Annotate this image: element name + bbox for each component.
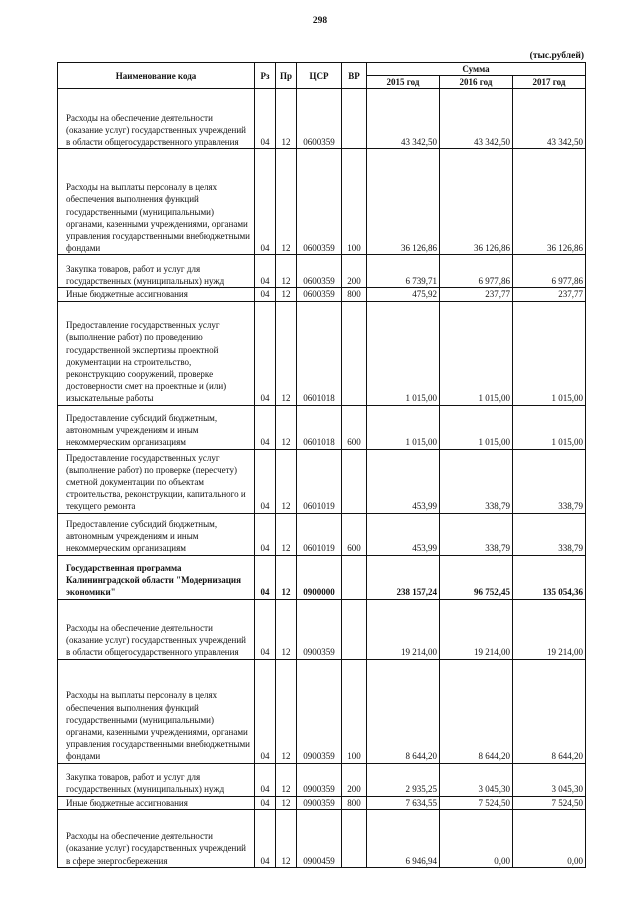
row-vr-text: 100: [347, 243, 361, 254]
row-pr: [276, 513, 297, 555]
row-2015: [367, 149, 440, 255]
row-2015-text: 36 126,86: [401, 243, 437, 254]
row-2015-text: 1 015,00: [405, 437, 437, 448]
row-rz-text: 04: [260, 855, 270, 866]
row-name-text: Расходы на выплаты персоналу в целях обеспечения выполнения функций государственными (муниципальными) органами, казенными учреждениями, органами управления государственными внебюджетными фондами: [66, 182, 250, 254]
row-2017: [513, 796, 586, 809]
row-rz: [255, 763, 276, 796]
row-vr: [342, 599, 367, 659]
row-csr-text: 0600359: [303, 243, 335, 254]
row-rz: [255, 449, 276, 513]
row-2017-text: 1 015,00: [551, 437, 583, 448]
row-pr: [276, 255, 297, 288]
row-2015-text: 453,99: [412, 501, 437, 512]
row-csr: [297, 513, 342, 555]
row-2016-text: 3 045,30: [478, 784, 510, 795]
row-2015-text: 6 946,94: [405, 855, 437, 866]
row-2016-text: 96 752,45: [474, 587, 510, 598]
row-2017-text: 338,79: [558, 543, 583, 554]
row-csr: [297, 449, 342, 513]
row-name: [58, 763, 255, 796]
row-2017: [513, 763, 586, 796]
row-rz-text: 04: [260, 289, 270, 300]
header-2015: 2015 год: [367, 76, 440, 89]
row-2016: [440, 449, 513, 513]
row-2017-text: 7 524,50: [551, 797, 583, 808]
row-2016-text: 36 126,86: [474, 243, 510, 254]
row-2016-text: 0,00: [494, 855, 510, 866]
header-pr: Пр: [276, 63, 297, 89]
row-2015-text: 43 342,50: [401, 137, 437, 148]
row-rz-text: 04: [260, 587, 270, 598]
row-rz-text: 04: [260, 543, 270, 554]
row-csr-text: 0601019: [303, 543, 335, 554]
row-vr: [342, 513, 367, 555]
row-rz-text: 04: [260, 751, 270, 762]
row-name-text: Расходы на обеспечение деятельности (оказание услуг) государственных учреждений в сфере энергосбережения: [66, 831, 246, 866]
row-name: [58, 149, 255, 255]
row-pr-text: 12: [281, 797, 291, 808]
row-2015: [367, 89, 440, 149]
row-pr: [276, 449, 297, 513]
row-vr: [342, 288, 367, 301]
row-csr-text: 0900459: [303, 855, 335, 866]
row-2017: [513, 89, 586, 149]
row-vr: [342, 149, 367, 255]
row-pr-text: 12: [281, 243, 291, 254]
row-name: [58, 513, 255, 555]
row-pr: [276, 149, 297, 255]
header-2016: 2016 год: [440, 76, 513, 89]
budget-table: [57, 62, 586, 868]
row-2015-text: 475,92: [412, 289, 437, 300]
row-pr-text: 12: [281, 289, 291, 300]
row-pr: [276, 301, 297, 405]
row-name-text: Предоставление субсидий бюджетным, автономным учреждениям и иным некоммерческим организациям: [66, 519, 218, 554]
row-2016: [440, 513, 513, 555]
row-2015: [367, 763, 440, 796]
row-2016: [440, 301, 513, 405]
row-2017: [513, 659, 586, 763]
table-row: [58, 809, 586, 867]
row-name: [58, 255, 255, 288]
table-row: [58, 599, 586, 659]
row-2017: [513, 301, 586, 405]
row-pr-text: 12: [281, 587, 291, 598]
row-vr: [342, 809, 367, 867]
row-rz-text: 04: [260, 647, 270, 658]
row-2017-text: 237,77: [558, 289, 583, 300]
row-rz-text: 04: [260, 437, 270, 448]
row-vr: [342, 405, 367, 449]
row-vr-text: 200: [347, 784, 361, 795]
row-name-text: Иные бюджетные ассигнования: [66, 289, 188, 300]
row-pr: [276, 288, 297, 301]
row-2015-text: 7 634,55: [405, 797, 437, 808]
row-csr-text: 0601019: [303, 501, 335, 512]
row-2016-text: 338,79: [485, 543, 510, 554]
row-rz: [255, 513, 276, 555]
row-2016-text: 7 524,50: [478, 797, 510, 808]
row-2015: [367, 449, 440, 513]
row-2015: [367, 288, 440, 301]
row-2015-text: 2 935,25: [405, 784, 437, 795]
row-2016: [440, 288, 513, 301]
row-pr-text: 12: [281, 437, 291, 448]
row-2016-text: 8 644,20: [478, 751, 510, 762]
row-vr-text: 800: [347, 797, 361, 808]
row-name: [58, 301, 255, 405]
row-csr-text: 0601018: [303, 437, 335, 448]
row-vr: [342, 255, 367, 288]
row-name-text: Предоставление государственных услуг (выполнение работ) по проведению государственной экспертизы проектной документации на строительство, реконструкцию сооружений, проверке достоверности смет на проектные и (или) изыскательные работы: [66, 320, 227, 404]
row-name: [58, 288, 255, 301]
table-row: [58, 149, 586, 255]
row-2017: [513, 555, 586, 599]
row-rz-text: 04: [260, 243, 270, 254]
row-vr: [342, 659, 367, 763]
row-vr-text: 600: [347, 543, 361, 554]
row-2017-text: 135 054,36: [542, 587, 583, 598]
row-2015-text: 19 214,00: [401, 647, 437, 658]
header-rz: Рз: [255, 63, 276, 89]
table-body: [58, 89, 586, 867]
page-number: 298: [312, 16, 328, 26]
row-2015: [367, 599, 440, 659]
row-2016-text: 1 015,00: [478, 393, 510, 404]
row-name-text: Расходы на выплаты персоналу в целях обеспечения выполнения функций государственными (муниципальными) органами, казенными учреждениями, органами управления государственными внебюджетными фондами: [66, 690, 250, 762]
row-rz: [255, 796, 276, 809]
row-name: [58, 555, 255, 599]
row-rz-text: 04: [260, 784, 270, 795]
row-csr-text: 0900359: [303, 797, 335, 808]
table-row: [58, 513, 586, 555]
row-rz: [255, 89, 276, 149]
row-2017: [513, 149, 586, 255]
row-csr: [297, 288, 342, 301]
header-name: Наименование кода: [58, 63, 255, 89]
row-csr: [297, 796, 342, 809]
row-csr-text: 0900000: [303, 587, 335, 598]
row-2016-text: 1 015,00: [478, 437, 510, 448]
header-csr: ЦСР: [297, 63, 342, 89]
row-2015-text: 6 739,71: [405, 276, 437, 287]
row-2017: [513, 599, 586, 659]
row-rz: [255, 809, 276, 867]
row-2016: [440, 255, 513, 288]
table-row: [58, 301, 586, 405]
row-rz: [255, 659, 276, 763]
row-2016: [440, 555, 513, 599]
row-pr: [276, 809, 297, 867]
row-2017-text: 43 342,50: [547, 137, 583, 148]
row-pr: [276, 555, 297, 599]
row-vr: [342, 301, 367, 405]
table-row: [58, 659, 586, 763]
row-2017: [513, 809, 586, 867]
row-rz-text: 04: [260, 393, 270, 404]
row-pr: [276, 796, 297, 809]
row-name: [58, 405, 255, 449]
table-row: [58, 555, 586, 599]
row-pr-text: 12: [281, 393, 291, 404]
table-row: [58, 449, 586, 513]
row-pr: [276, 763, 297, 796]
row-vr-text: 800: [347, 289, 361, 300]
row-name: [58, 599, 255, 659]
row-2015: [367, 513, 440, 555]
row-2017-text: 0,00: [567, 855, 583, 866]
row-2016-text: 6 977,86: [478, 276, 510, 287]
row-rz: [255, 255, 276, 288]
row-2017-text: 338,79: [558, 501, 583, 512]
row-2015-text: 238 157,24: [396, 587, 437, 598]
row-2016-text: 338,79: [485, 501, 510, 512]
row-csr-text: 0900359: [303, 784, 335, 795]
row-pr: [276, 405, 297, 449]
row-rz-text: 04: [260, 501, 270, 512]
row-2017-text: 19 214,00: [547, 647, 583, 658]
table-row: [58, 763, 586, 796]
row-pr: [276, 599, 297, 659]
row-2016: [440, 796, 513, 809]
row-2016-text: 237,77: [485, 289, 510, 300]
row-csr-text: 0900359: [303, 751, 335, 762]
row-rz: [255, 405, 276, 449]
row-name: [58, 796, 255, 809]
row-pr-text: 12: [281, 543, 291, 554]
row-csr: [297, 809, 342, 867]
row-rz-text: 04: [260, 797, 270, 808]
row-2015-text: 453,99: [412, 543, 437, 554]
row-rz: [255, 555, 276, 599]
row-name-text: Предоставление государственных услуг (выполнение работ) по проверке (пересчету) сметной документации по объектам строительства, реконструкции, капитального и текущего ремонта: [66, 452, 246, 512]
row-rz-text: 04: [260, 137, 270, 148]
header-2017: 2017 год: [513, 76, 586, 89]
row-vr: [342, 555, 367, 599]
row-2016-text: 19 214,00: [474, 647, 510, 658]
row-name-text: Предоставление субсидий бюджетным, автономным учреждениям и иным некоммерческим организациям: [66, 413, 218, 448]
row-name-text: Расходы на обеспечение деятельности (оказание услуг) государственных учреждений в области общегосударственного управления: [66, 623, 246, 658]
row-2017-text: 36 126,86: [547, 243, 583, 254]
row-csr: [297, 405, 342, 449]
row-2015-text: 1 015,00: [405, 393, 437, 404]
row-rz: [255, 599, 276, 659]
row-2016: [440, 659, 513, 763]
row-vr: [342, 89, 367, 149]
row-vr-text: 100: [347, 751, 361, 762]
row-csr: [297, 149, 342, 255]
row-2016: [440, 89, 513, 149]
row-pr-text: 12: [281, 137, 291, 148]
row-2017-text: 6 977,86: [551, 276, 583, 287]
row-pr-text: 12: [281, 647, 291, 658]
row-pr-text: 12: [281, 855, 291, 866]
header-vr: ВР: [342, 63, 367, 89]
row-name: [58, 449, 255, 513]
row-name-text: Закупка товаров, работ и услуг для государственных (муниципальных) нужд: [66, 772, 225, 795]
header-sum: Сумма: [367, 63, 586, 76]
row-csr-text: 0600359: [303, 137, 335, 148]
row-vr: [342, 763, 367, 796]
row-csr: [297, 599, 342, 659]
row-csr-text: 0601018: [303, 393, 335, 404]
row-pr-text: 12: [281, 784, 291, 795]
row-csr: [297, 301, 342, 405]
row-name-text: Закупка товаров, работ и услуг для государственных (муниципальных) нужд: [66, 264, 225, 287]
row-csr: [297, 659, 342, 763]
table-row: [58, 796, 586, 809]
table-row: [58, 405, 586, 449]
row-pr-text: 12: [281, 276, 291, 287]
row-pr-text: 12: [281, 501, 291, 512]
row-2017-text: 3 045,30: [551, 784, 583, 795]
row-csr-text: 0600359: [303, 289, 335, 300]
row-csr-text: 0900359: [303, 647, 335, 658]
row-2016: [440, 405, 513, 449]
row-vr-text: 600: [347, 437, 361, 448]
row-2015: [367, 405, 440, 449]
row-name: [58, 659, 255, 763]
row-2015: [367, 555, 440, 599]
row-csr: [297, 255, 342, 288]
row-2015: [367, 809, 440, 867]
row-2016: [440, 809, 513, 867]
row-rz: [255, 301, 276, 405]
row-name-text: Иные бюджетные ассигнования: [66, 797, 188, 808]
row-name-text: Государственная программа Калининградской области "Модернизация экономики": [66, 563, 241, 598]
row-2017: [513, 255, 586, 288]
row-2015: [367, 796, 440, 809]
row-2017: [513, 405, 586, 449]
row-2017: [513, 449, 586, 513]
row-vr: [342, 796, 367, 809]
row-2016: [440, 599, 513, 659]
row-2016: [440, 763, 513, 796]
row-name: [58, 89, 255, 149]
row-vr-text: 200: [347, 276, 361, 287]
row-pr: [276, 89, 297, 149]
row-rz-text: 04: [260, 276, 270, 287]
table-row: [58, 255, 586, 288]
row-name: [58, 809, 255, 867]
row-vr: [342, 449, 367, 513]
row-rz: [255, 288, 276, 301]
row-2016-text: 43 342,50: [474, 137, 510, 148]
row-name-text: Расходы на обеспечение деятельности (оказание услуг) государственных учреждений в области общегосударственного управления: [66, 112, 246, 148]
row-2017-text: 1 015,00: [551, 393, 583, 404]
row-2017-text: 8 644,20: [551, 751, 583, 762]
row-pr: [276, 659, 297, 763]
row-2015: [367, 659, 440, 763]
row-2016: [440, 149, 513, 255]
table-row: [58, 288, 586, 301]
table-row: [58, 89, 586, 149]
row-pr-text: 12: [281, 751, 291, 762]
row-2017: [513, 513, 586, 555]
row-rz: [255, 149, 276, 255]
row-csr: [297, 555, 342, 599]
row-csr: [297, 89, 342, 149]
row-csr: [297, 763, 342, 796]
row-2017: [513, 288, 586, 301]
row-csr-text: 0600359: [303, 276, 335, 287]
row-2015: [367, 255, 440, 288]
row-2015-text: 8 644,20: [405, 751, 437, 762]
unit-label: (тыс.рублей): [529, 51, 584, 61]
row-2015: [367, 301, 440, 405]
